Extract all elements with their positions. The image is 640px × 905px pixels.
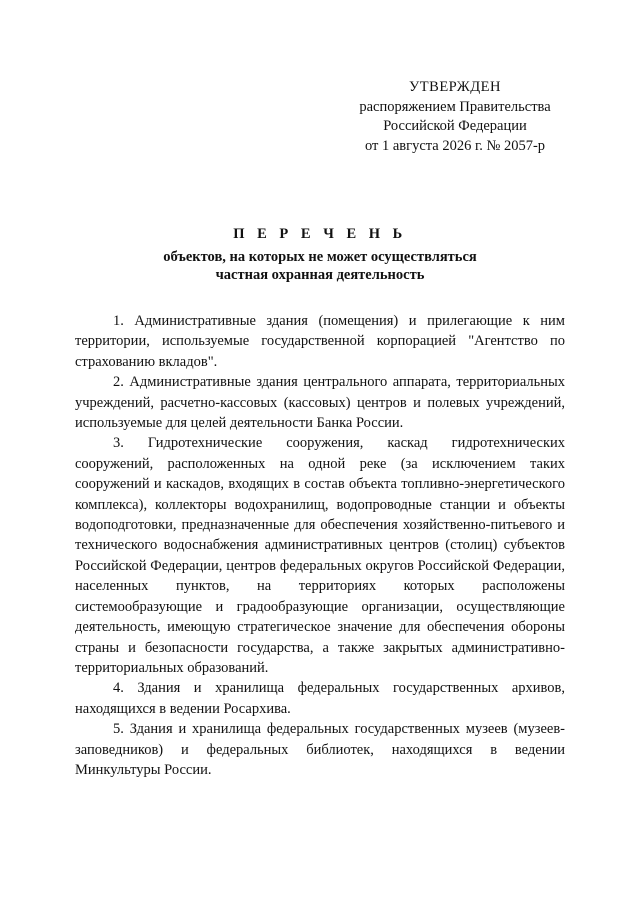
list-item: 5. Здания и хранилища федеральных государственных музеев (музеев-заповедников) и федеральных библиотек, находящихся в ведении Минкультуры России. [75,721,565,778]
approval-stamp: УТВЕРЖДЕН [409,79,501,95]
subtitle-line: объектов, на которых не может осуществляться [163,249,477,265]
subtitle-line: частная охранная деятельность [215,267,425,283]
document-subtitle [0,248,640,284]
list-item: 3. Гидротехнические сооружения, каскад гидротехнических сооружений, расположенных на одной реке (за исключением таких сооружений и каскадов, входящих в состав объекта топливно-энергетического комплекса), коллекторы водохранилищ, водопроводные станции и объекты водоподготовки, предназначенные для обеспечения хозяйственно-питьевого и технического водоснабжения административных центров (столиц) субъектов Российской Федерации, центров федеральных округов Российской Федерации, населенных пунктов, на территориях которых расположены системообразующие и градообразующие организации, осуществляющие деятельность, имеющую стратегическое значение для обеспечения обороны страны и безопасности государства, а также закрытых административно-территориальных образований. [75,435,565,676]
document-title: П Е Р Е Ч Е Н Ь [233,226,407,242]
list-item: 2. Административные здания центрального аппарата, территориальных учреждений, расчетно-кассовых (кассовых) центров и полевых учреждений, используемые для целей деятельности Банка России. [75,374,565,432]
approval-line: Российской Федерации [383,118,527,134]
approval-block [330,78,580,156]
approval-line: распоряжением Правительства [359,98,551,115]
list-item: 4. Здания и хранилища федеральных государственных архивов, находящихся в ведении Росархива. [75,680,565,717]
list-item: 1. Административные здания (помещения) и прилегающие к ним территории, используемые государственной корпорацией "Агентство по страхованию вкладов". [75,313,565,370]
approval-date: от 1 августа 2026 г. № 2057-р [364,137,546,154]
document-body [75,311,565,780]
